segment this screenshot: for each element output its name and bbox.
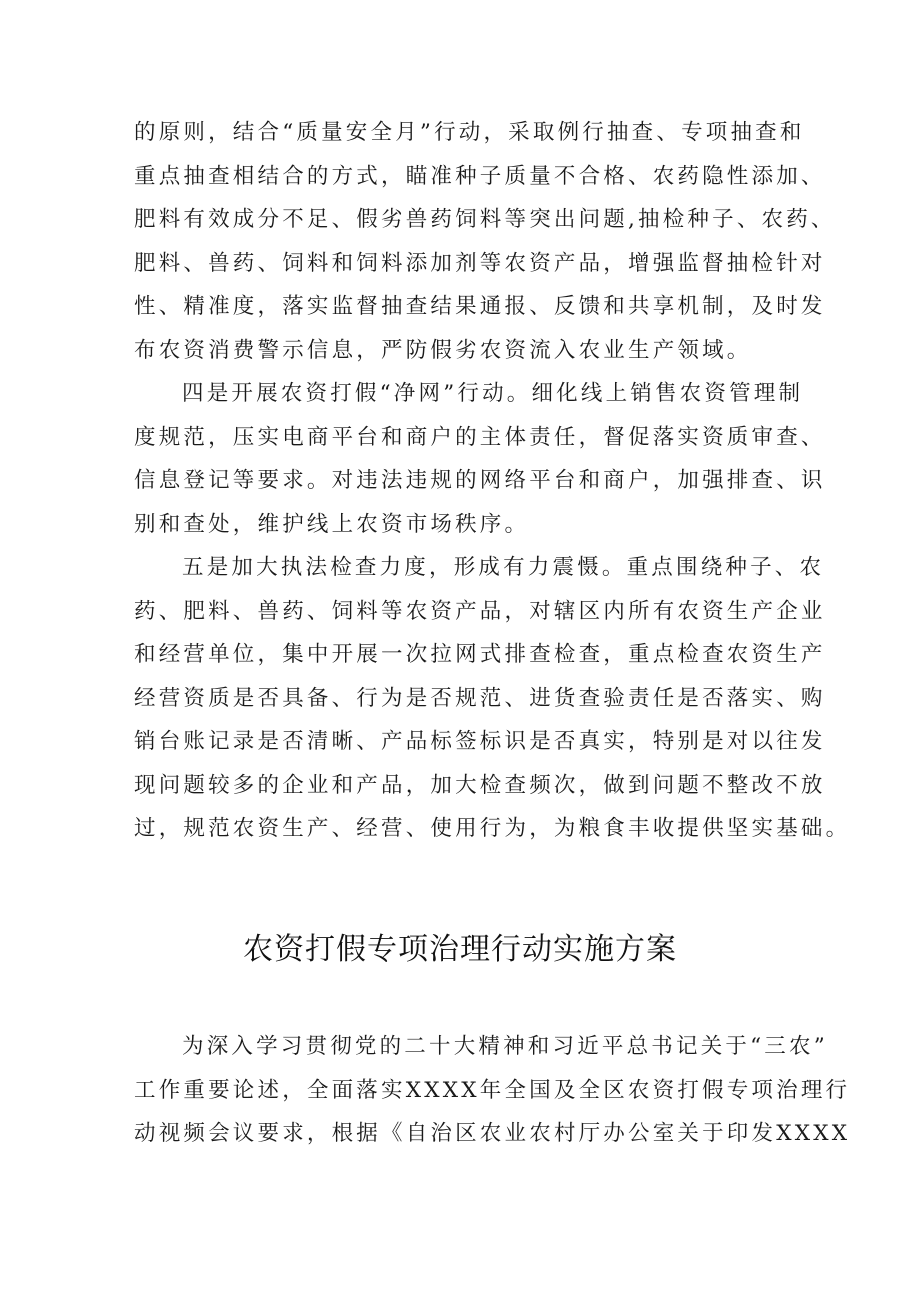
text-line: 重点抽查相结合的方式，瞄准种子质量不合格、农药隐性添加、	[134, 163, 826, 189]
text-line: 为深入学习贯彻党的二十大精神和习近平总书记关于“三农”	[182, 1034, 828, 1059]
paragraph-clean-net-action	[134, 372, 826, 546]
paragraph-law-enforcement	[134, 546, 851, 851]
text-line: 性、精准度，落实监督抽查结果通报、反馈和共享机制，及时发	[134, 294, 826, 319]
text-line: 肥料有效成分不足、假劣兽药饲料等突出问题,抽检种子、农药、	[134, 207, 836, 232]
paragraph-quality-inspection	[134, 111, 836, 372]
paragraph-intro	[134, 1025, 851, 1156]
text-line: 药、肥料、兽药、饲料等农资产品，对辖区内所有农资生产企业	[134, 598, 826, 624]
text-line: 经营资质是否具备、行为是否规范、进货查验责任是否落实、购	[134, 685, 826, 711]
upper-body-text	[134, 111, 851, 851]
text-line: 信息登记等要求。对违法违规的网络平台和商户，加强排查、识	[134, 468, 826, 493]
text-line: 动视频会议要求，根据《自治区农业农村厅办公室关于印发XXXX	[134, 1121, 851, 1146]
document-title: 农资打假专项治理行动实施方案	[243, 932, 677, 967]
text-line: 的原则，结合“质量安全月”行动，采取例行抽查、专项抽查和	[134, 120, 805, 145]
text-line: 和经营单位，集中开展一次拉网式排查检查，重点检查农资生产	[134, 642, 826, 667]
text-line: 肥料、兽药、饲料和饲料添加剂等农资产品，增强监督抽检针对	[134, 250, 826, 276]
text-line: 工作重要论述，全面落实XXXX年全国及全区农资打假专项治理行	[134, 1077, 851, 1103]
text-line: 销台账记录是否清晰、产品标签标识是否真实，特别是对以往发	[134, 729, 826, 754]
text-line: 五是加大执法检查力度，形成有力震慑。重点围绕种子、农	[182, 555, 825, 580]
lower-body-text	[134, 1025, 851, 1156]
text-line: 布农资消费警示信息，严防假劣农资流入农业生产领域。	[134, 337, 752, 363]
text-line: 度规范，压实电商平台和商户的主体责任，督促落实资质审查、	[134, 424, 826, 450]
text-line: 四是开展农资打假“净网”行动。细化线上销售农资管理制	[182, 381, 804, 406]
text-line: 别和查处，维护线上农资市场秩序。	[134, 511, 530, 537]
text-line: 现问题较多的企业和产品，加大检查频次，做到问题不整改不放	[134, 772, 826, 798]
text-line: 过，规范农资生产、经营、使用行为，为粮食丰收提供坚实基础。	[134, 816, 851, 841]
